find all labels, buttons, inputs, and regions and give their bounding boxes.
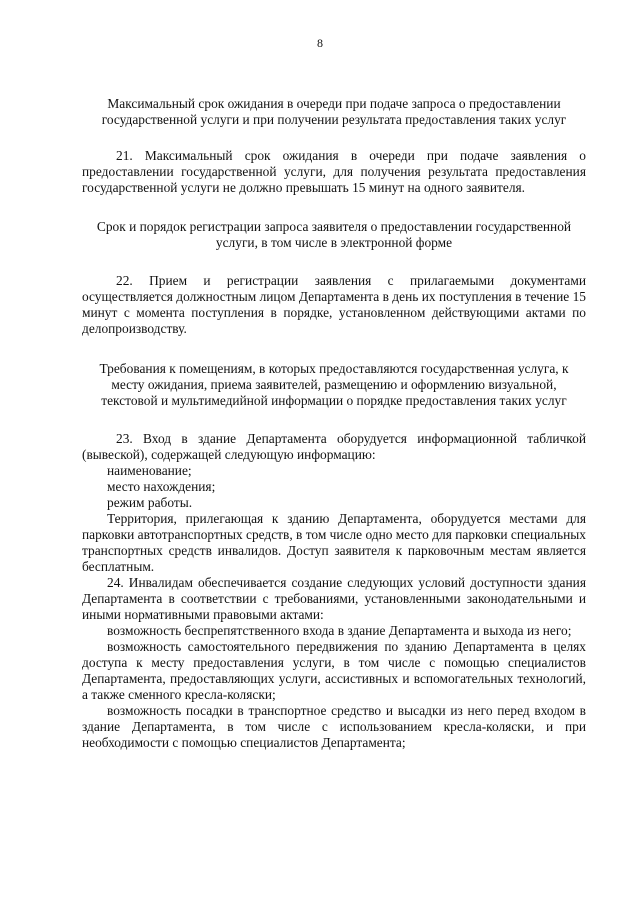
paragraph-21: 21. Максимальный срок ожидания в очереди при подаче заявления о предоставлении государственной услуги, для получения результата предоставления государственной услуги не должно превышать 15 минут на одного заявителя. bbox=[82, 148, 586, 195]
section-heading-queue-time: Максимальный срок ожидания в очереди при подаче запроса о предоставлении государственной услуги и при получении результата предоставления таких услуг bbox=[101, 96, 567, 127]
section-heading-premises: Требования к помещениям, в которых предоставляются государственная услуга, к месту ожидания, приема заявителей, размещению и оформлению визуальной, текстовой и мультимедийной информации о порядке предоставления таких услуг bbox=[99, 361, 569, 408]
list-item-name: наименование; bbox=[107, 463, 192, 478]
paragraph-24: 24. Инвалидам обеспечивается создание следующих условий доступности здания Департамента в соответствии с требованиями, установленными законодательными и иными нормативными правовыми актами: bbox=[82, 575, 586, 622]
list-item-location: место нахождения; bbox=[107, 479, 216, 494]
list-item-movement: возможность самостоятельного передвижения по зданию Департамента в целях доступа к месту предоставления услуги, в том числе с помощью специалистов Департамента, предоставляющих услуги, ассистивных и вспомогательных технологий, а также сменного кресла-коляски; bbox=[82, 639, 586, 702]
list-item-hours: режим работы. bbox=[107, 495, 193, 510]
paragraph-territory: Территория, прилегающая к зданию Департамента, оборудуется местами для парковки автотранспортных средств, в том числе одно место для парковки специальных транспортных средств инвалидов. Доступ заявителя к парковочным местам является бесплатным. bbox=[82, 511, 586, 574]
document-body bbox=[82, 86, 586, 751]
list-item-transport: возможность посадки в транспортное средство и высадки из него перед входом в здание Департамента, в том числе с использованием кресла-коляски, и при необходимости с помощью специалистов Департамента; bbox=[82, 703, 586, 750]
section-heading-registration: Срок и порядок регистрации запроса заявителя о предоставлении государственной услуги, в том числе в электронной форме bbox=[96, 219, 572, 250]
paragraph-23: 23. Вход в здание Департамента оборудуется информационной табличкой (вывеской), содержащей следующую информацию: bbox=[82, 431, 586, 462]
page-number: 8 bbox=[317, 36, 323, 50]
paragraph-22: 22. Прием и регистрации заявления с прилагаемыми документами осуществляется должностным лицом Департамента в день их поступления в течение 15 минут с момента поступления в порядке, установленном действующими актами по делопроизводству. bbox=[82, 273, 586, 336]
list-item-entry: возможность беспрепятственного входа в здание Департамента и выхода из него; bbox=[107, 623, 572, 638]
